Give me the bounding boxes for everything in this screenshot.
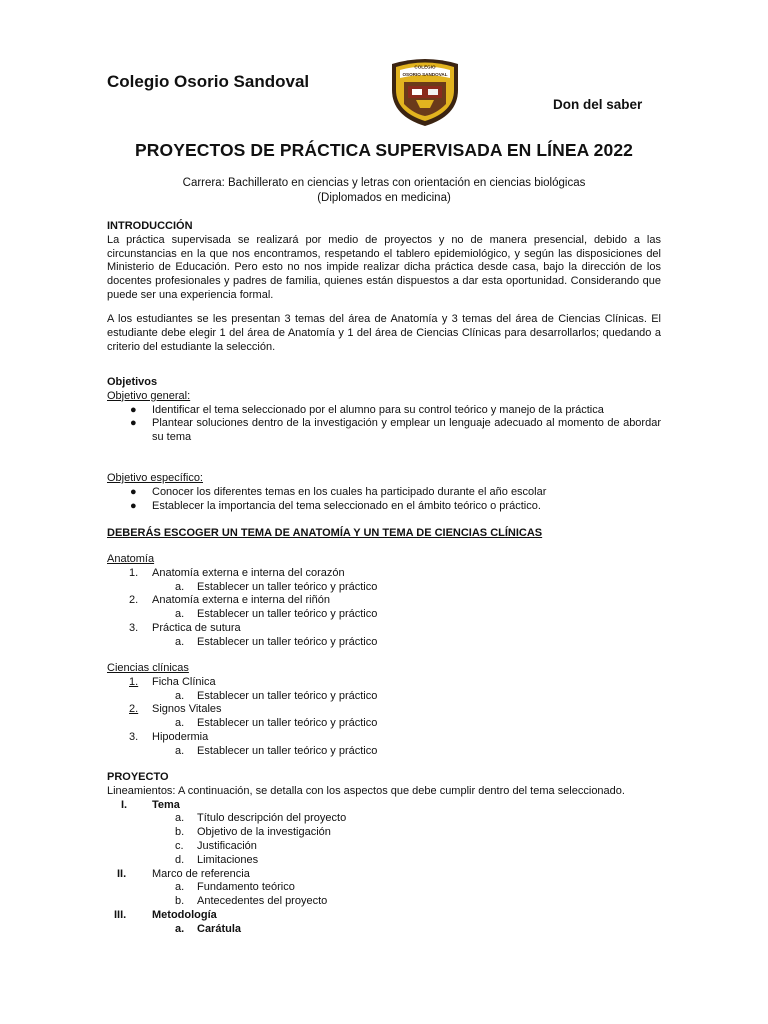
sub-list-item: d. Limitaciones [175, 853, 259, 866]
sub-list-item: a. Fundamento teórico [175, 881, 295, 894]
list-item: 3. Hipodermia [129, 730, 209, 743]
specific-objective-heading: Objetivo específico: [107, 472, 203, 484]
school-motto: Don del saber [553, 97, 643, 112]
sub-list-item: b. Antecedentes del proyecto [175, 895, 328, 908]
list-item: ● Identificar el tema seleccionado por el alumno para su control teórico y manejo de la práctica [130, 403, 604, 416]
sub-list-item: a. Establecer un taller teórico y práctico [175, 744, 378, 757]
sub-list-item: a. Establecer un taller teórico y práctico [175, 689, 378, 702]
sub-list-item: c. Justificación [175, 839, 257, 852]
topics-paragraph: A los estudiantes se les presentan 3 temas del área de Anatomía y 3 temas del área de Ciencias Clínicas. El estudiante debe elegir 1 del área de Anatomía y 1 del área de Ciencias Clínicas para desarrollarlos; quedando a criterio del estudiante la selección. [107, 313, 661, 353]
school-name: Colegio Osorio Sandoval [107, 72, 310, 91]
section-row: II. Marco de referencia [117, 867, 250, 880]
introduction-heading: INTRODUCCIÓN [107, 220, 193, 232]
clinical-sciences-section [107, 662, 661, 759]
objectives-heading: Objetivos [107, 376, 158, 388]
choose-topics-heading-block [107, 527, 661, 541]
list-item: ● Plantear soluciones dentro de la investigación y emplear un lenguaje adecuado al momento de abordar su tema [130, 417, 661, 444]
career-block [107, 176, 661, 206]
anatomy-heading: Anatomía [107, 553, 155, 565]
choose-topics-heading: DEBERÁS ESCOGER UN TEMA DE ANATOMÍA Y UN TEMA DE CIENCIAS CLÍNICAS [107, 527, 543, 539]
career-subline: (Diplomados en medicina) [317, 192, 451, 204]
general-objective-heading: Objetivo general: [107, 389, 191, 402]
sub-list-item: a. Establecer un taller teórico y práctico [175, 580, 378, 593]
general-objectives-list [107, 404, 661, 445]
list-item: 2. Anatomía externa e interna del riñón [129, 594, 330, 607]
sub-list-item: b. Objetivo de la investigación [175, 826, 331, 839]
list-item: 1. Ficha Clínica [129, 675, 216, 688]
school-crest-logo [386, 56, 464, 128]
career-line: Carrera: Bachillerato en ciencias y letras con orientación en ciencias biológicas [182, 177, 586, 189]
list-item: ● Conocer los diferentes temas en los cuales ha participado durante el año escolar [130, 485, 547, 498]
bullet-icon: ● [130, 499, 137, 512]
bullet-icon: ● [130, 417, 137, 430]
section-row: I. Tema [121, 798, 180, 811]
sub-list-item: a. Establecer un taller teórico y práctico [175, 635, 378, 648]
objectives-section [107, 376, 661, 445]
introduction-paragraph: La práctica supervisada se realizará por medio de proyectos y no de manera presencial, debido a las circunstancias en la que nos encontramos, respetando el tablero epidemiológico, y según las disposiciones del Ministerio de Educación. Pero esto no nos impide realizar dicha práctica desde casa, bajo la dirección de los docentes profesionales y padres de familia, quienes están dispuestos a dar esta oportunidad. Considerando que puede ser una experiencia formal. [107, 233, 661, 301]
sub-list-item: a. Título descripción del proyecto [175, 812, 347, 825]
sub-list-item: a. Carátula [175, 922, 242, 935]
bullet-icon: ● [130, 403, 137, 416]
list-item: ● Establecer la importancia del tema seleccionado en el ámbito teórico o práctico. [130, 499, 541, 512]
crest-name-text: OSORIO SANDOVAL [402, 72, 448, 77]
bullet-icon: ● [130, 485, 137, 498]
sub-list-item: a. Establecer un taller teórico y práctico [175, 608, 378, 621]
guidelines-label: Lineamientos: [107, 784, 176, 797]
document-title: PROYECTOS DE PRÁCTICA SUPERVISADA EN LÍNEA 2022 [134, 140, 634, 160]
guidelines-text: A continuación, se detalla con los aspectos que debe cumplir dentro del tema seleccionado. [177, 784, 625, 797]
crest-top-text: COLEGIO [414, 64, 436, 70]
guidelines-paragraph [107, 785, 661, 799]
project-section [107, 771, 661, 937]
specific-objectives-section [107, 472, 661, 513]
sub-list-item: a. Establecer un taller teórico y práctico [175, 717, 378, 730]
list-item: 1. Anatomía externa e interna del corazón [129, 566, 345, 579]
anatomy-section [107, 553, 661, 650]
clinical-sciences-heading: Ciencias clínicas [107, 662, 189, 674]
project-heading: PROYECTO [107, 771, 169, 783]
topics-paragraph-block [107, 313, 661, 354]
list-item: 2. Signos Vitales [129, 703, 222, 716]
list-item: 3. Práctica de sutura [129, 621, 241, 634]
specific-objectives-list [107, 486, 661, 514]
introduction-section [107, 220, 661, 303]
section-row: III. Metodología [114, 908, 217, 921]
